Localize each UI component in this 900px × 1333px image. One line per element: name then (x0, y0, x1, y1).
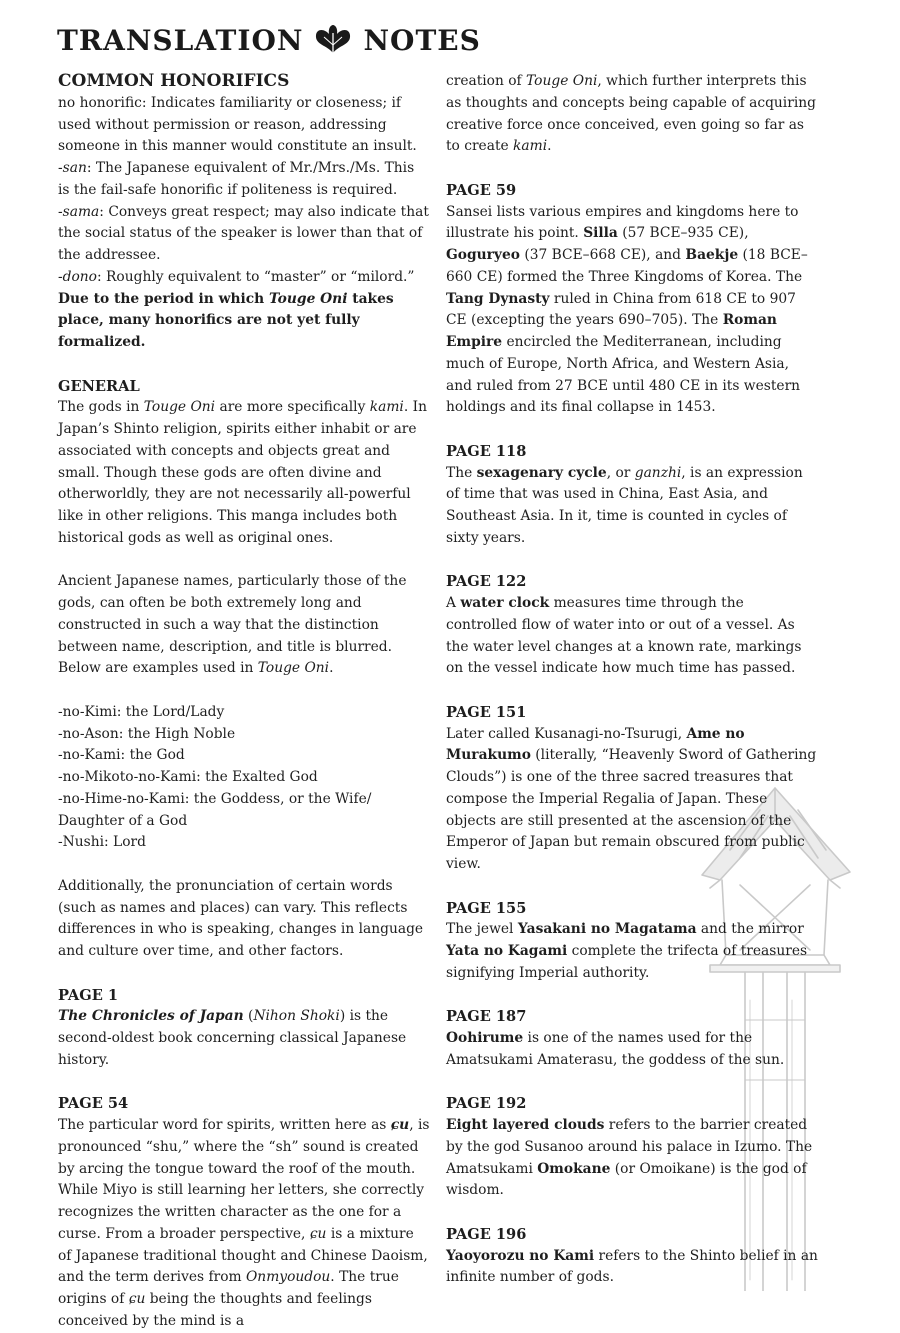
page-118-c: , is an expression of time that was used in China, East Asia, and Southeast Asia. In it, time is counted in cycles of sixty years. (446, 464, 803, 546)
page-59-b: (57 BCE–935 CE), (617, 225, 749, 242)
general-paragraph-1 (58, 397, 430, 549)
honorific-dono-text: : Roughly equivalent to “master” or “milord.” (97, 268, 415, 285)
term-sexagenary-cycle: sexagenary cycle (476, 464, 607, 481)
list-item: -no-Mikoto-no-Kami: the Exalted God (58, 769, 318, 785)
term-goguryeo: Goguryeo (446, 247, 520, 263)
term-dono: -dono (58, 268, 97, 285)
term-yaoyorozu-no-kami: Yaoyorozu no Kami (446, 1247, 595, 1264)
general-p2-a: Ancient Japanese names, particularly those of the gods, can often be both extremely long and constructed in such a way that the distinction between name, description, and title is blurred. Below are examples used in (58, 573, 407, 677)
heading-page-196: PAGE 196 (446, 1225, 527, 1243)
term-omokane: Omokane (537, 1160, 611, 1177)
page-155-b: and the mirror (696, 921, 804, 938)
term-sama: -sama (58, 203, 100, 220)
title-notes: NOTES (363, 23, 481, 57)
period-note-b: takes place, many honorifics are not yet fully formalized. (58, 290, 394, 350)
term-ame-no-murakumo: Ame no Murakumo (446, 725, 745, 764)
page-196-a: refers to the Shinto belief in an infinite number of gods. (446, 1247, 818, 1286)
term-silla: Silla (583, 225, 618, 242)
page-54-d: . The true origins of (58, 1269, 399, 1307)
honorific-dono (58, 267, 430, 289)
page-192-note (446, 1115, 818, 1202)
page-54-c: is a mixture of Japanese traditional thought and Chinese Daoism, and the term derives from (58, 1225, 428, 1286)
general-paragraph-2 (58, 571, 430, 680)
page-59-a: Sansei lists various empires and kingdoms here to illustrate his point. (446, 203, 799, 242)
page-54-b: , is pronounced “shu,” where the “sh” sound is created by arcing the tongue toward the roof of the mouth. While Miyo is still learning her letters, she correctly recognizes the written character as the one for a curse. From a broader perspective, (58, 1117, 430, 1242)
period-note-a: Due to the period in which (58, 290, 269, 307)
general-p2-b: . (329, 660, 334, 677)
term-ganzhi: ganzhi (634, 464, 682, 481)
page-118-a: The (446, 464, 477, 481)
term-oohirume: Oohirume (446, 1030, 524, 1046)
page-54-e: being the thoughts and feelings conceived by the mind is a (58, 1291, 372, 1329)
heading-page-187: PAGE 187 (446, 1008, 527, 1026)
general-p1-a: The gods in (58, 399, 144, 416)
page-59-e: ruled in China from 618 CE to 907 CE (excepting the years 690–705). The (446, 290, 796, 329)
honorific-none: no honorific: Indicates familiarity or closeness; if used without permission or reason, addressing someone in this manner would constitute an insult. (58, 94, 417, 155)
cont-a: creation of (446, 73, 527, 89)
page-118-note (446, 463, 818, 550)
page-54-shu-1: ɕu (390, 1117, 410, 1133)
cont-kami: kami (513, 138, 548, 155)
heading-page-122: PAGE 122 (446, 573, 527, 591)
general-paragraph-3: Additionally, the pronunciation of certain words (such as names and places) can vary. This reflects differences in who is speaking, changes in language and culture over time, and other factors. (58, 877, 424, 959)
term-eight-layered-clouds: Eight layered clouds (446, 1117, 605, 1133)
page-54-shu-2: ɕu (309, 1225, 327, 1242)
page-122-note (446, 593, 818, 680)
page-155-c: complete the trifecta of treasures signifying Imperial authority. (446, 943, 808, 981)
term-water-clock: water clock (460, 595, 550, 611)
heading-page-192: PAGE 192 (446, 1095, 527, 1113)
page-118-b: , or (606, 464, 635, 481)
page-1-alt: Nihon Shoki (253, 1008, 340, 1025)
period-note-title: Touge Oni (269, 290, 348, 307)
honorific-sama-text: : Conveys great respect; may also indicate that the social status of the speaker is lower than that of the addressee. (58, 203, 429, 263)
page-54-note (58, 1115, 430, 1333)
honorific-sama (58, 202, 430, 267)
list-item: -no-Ason: the High Noble (58, 725, 236, 742)
list-item: -Nushi: Lord (58, 834, 146, 851)
left-column (58, 71, 430, 1333)
page-59-note (446, 202, 818, 420)
page-54-continued (446, 71, 818, 158)
name-examples-list (58, 702, 430, 854)
page-59-c: (37 BCE–668 CE), and (519, 247, 686, 263)
page-151-note (446, 724, 818, 876)
honorific-san (58, 158, 430, 202)
heading-page-151: PAGE 151 (446, 703, 527, 721)
right-column (446, 71, 818, 1289)
page-155-note (446, 919, 818, 984)
heading-page-59: PAGE 59 (446, 181, 517, 199)
cont-title: Touge Oni (526, 73, 598, 89)
cont-b: , which further interprets this as thoughts and concepts being capable of acquiring creative force once conceived, even going so far as to create (446, 73, 816, 155)
general-p1-c: . In Japan’s Shinto religion, spirits either inhabit or are associated with concepts and objects great and small. Though these gods are often divine and otherworldly, they are not necessarily all-powerful like in other religions. This manga includes both historical gods as well as original ones. (58, 399, 427, 546)
title-translation: TRANSLATION (57, 23, 304, 57)
page-196-note (446, 1246, 818, 1290)
heading-general: GENERAL (58, 377, 140, 395)
page-122-a: A (446, 595, 461, 611)
cont-c: . (547, 138, 552, 155)
general-p1-kami: kami (369, 399, 404, 416)
page-122-b: measures time through the controlled flow of water into or out of a vessel. As the water level changes at a known rate, markings on the vessel indicate how much time has passed. (446, 595, 802, 677)
page-54-shu-3: ɕu (128, 1291, 146, 1307)
page-192-a: refers to the barrier created by the god Susanoo around his palace in Izumo. The Amatsukami (446, 1117, 813, 1177)
page-54-a: The particular word for spirits, written here as (58, 1117, 391, 1133)
page-155-a: The jewel (446, 921, 518, 938)
term-yasakani-no-magatama: Yasakani no Magatama (517, 921, 697, 938)
page-1-b: ) is the second-oldest book concerning classical Japanese history. (58, 1008, 407, 1068)
page-192-b: (or Omoikane) is the god of wisdom. (446, 1160, 807, 1199)
general-p2-title: Touge Oni (257, 660, 330, 677)
heading-page-54: PAGE 54 (58, 1095, 129, 1113)
heading-page-155: PAGE 155 (446, 899, 527, 917)
page-59-d: (18 BCE–660 CE) formed the Three Kingdoms of Korea. The (446, 247, 808, 285)
page-1-title: The Chronicles of Japan (58, 1008, 244, 1025)
list-item: -no-Hime-no-Kami: the Goddess, or the Wife/ Daughter of a God (58, 790, 372, 829)
page-1-note (58, 1006, 430, 1071)
term-tang-dynasty: Tang Dynasty (446, 290, 550, 307)
page-187-a: is one of the names used for the Amatsukami Amaterasu, the goddess of the sun. (446, 1030, 785, 1068)
honorific-san-text: : The Japanese equivalent of Mr./Mrs./Ms. This is the fail-safe honorific if politeness is required. (58, 160, 415, 198)
list-item: -no-Kami: the God (58, 747, 185, 764)
leaf-emblem-icon (313, 23, 353, 57)
period-note (58, 289, 430, 354)
page-187-note (446, 1028, 818, 1072)
heading-page-118: PAGE 118 (446, 442, 527, 460)
term-baekje: Baekje (685, 247, 739, 263)
general-p1-title: Touge Oni (143, 399, 216, 416)
heading-common-honorifics: COMMON HONORIFICS (58, 71, 290, 91)
term-san: -san (58, 160, 87, 176)
page-151-a: Later called Kusanagi-no-Tsurugi, (446, 725, 687, 742)
page-151-b: (literally, “Heavenly Sword of Gathering Clouds”) is one of the three sacred treasures that compose the Imperial Regalia of Japan. These objects are still presented at the ascension of the Emperor of Japan but remain obscured from public view. (446, 747, 817, 872)
page-title (57, 22, 481, 58)
list-item: -no-Kimi: the Lord/Lady (58, 703, 225, 720)
heading-page-1: PAGE 1 (58, 986, 119, 1004)
term-roman-empire: Roman Empire (446, 312, 777, 350)
term-yata-no-kagami: Yata no Kagami (446, 943, 568, 959)
page-1-a: ( (243, 1008, 254, 1025)
page-59-f: encircled the Mediterranean, including much of Europe, North Africa, and Western Asia, and ruled from 27 BCE until 480 CE in its western holdings and its final collapse in 1453. (446, 334, 801, 416)
page-54-onmyoudou: Onmyoudou (246, 1269, 331, 1286)
general-p1-b: are more specifically (215, 399, 370, 416)
